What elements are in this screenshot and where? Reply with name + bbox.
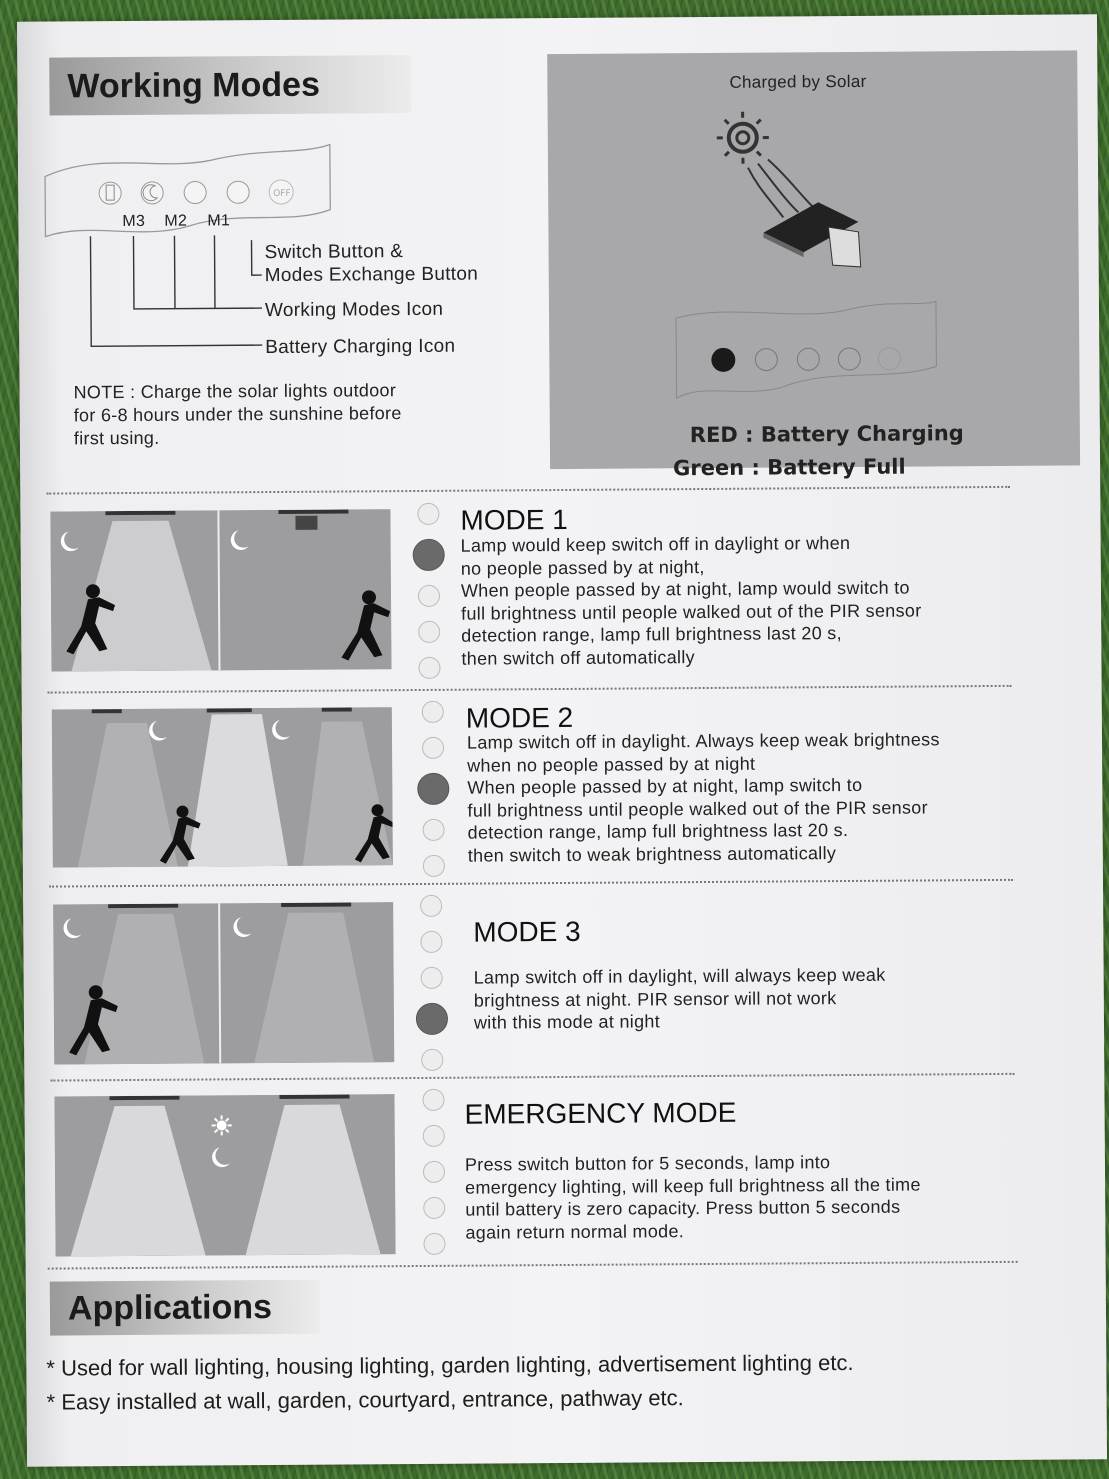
mode-icon [423,1125,445,1147]
divider [46,486,1010,495]
lamp-icon [278,509,348,513]
mode1-description [461,531,922,669]
mode2-line: full brightness until people walked out of the PIR sensor [467,796,928,821]
mode1-line: then switch off automatically [461,646,695,669]
mode2-line: when no people passed by at night [467,753,756,776]
note [73,379,401,450]
lamp-icon [279,1094,349,1098]
emergency-icon-column [422,1089,445,1269]
page-title: Working Modes [67,65,321,106]
mode1-active-icon [413,539,445,571]
application-text: Used for wall lighting, housing lighting, garden lighting, advertisement lighting etc. [60,1349,854,1381]
off-icon-label: OFF [273,188,291,200]
mode2-line: then switch to weak brightness automatically [467,842,837,866]
lamp-icon [322,707,352,711]
mode2-line: Lamp switch off in daylight. Always keep weak brightness [466,729,940,753]
mode-icon [418,621,440,643]
mode-icon [420,931,442,953]
emergency-description [465,1151,921,1244]
battery-charging-indicator [711,348,735,372]
emergency-illustration [54,1094,395,1256]
emergency-title: EMERGENCY MODE [464,1096,737,1130]
battery-icon [423,855,445,877]
m1-label: M1 [207,212,231,230]
mode-m1-icon [227,181,249,203]
mode2-line: When people passed by at night, lamp switch to [467,774,863,798]
mode-icon [423,1197,445,1219]
mode-icon [422,737,444,759]
off-icon [422,701,444,723]
solar-caption: Charged by Solar [729,71,867,92]
divider [48,1261,1018,1270]
indicator-panel [671,296,942,408]
divider [49,879,1013,888]
mode-m2-icon [184,181,206,203]
off-icon [417,503,439,525]
mode2-illustration [52,707,393,867]
mode2-active-icon [417,773,449,805]
working-modes-banner [49,55,411,116]
lamp-icon [92,709,122,713]
callout-battery-icon: Battery Charging Icon [265,335,456,359]
callout-switch-line1: Switch Button & [264,241,404,264]
emergency-line: until battery is zero capacity. Press button 5 seconds [465,1196,901,1220]
battery-icon [418,657,440,679]
battery-icon [423,1233,445,1255]
application-item: * Used for wall lighting, housing lighting, garden lighting, advertisement lighting etc. [46,1349,854,1381]
note-line1: NOTE : Charge the solar lights outdoor [73,380,397,403]
mode1-line: detection range, lamp full brightness last 20 s, [461,623,842,646]
mode3-line: with this mode at night [473,1011,661,1033]
lamp-icon [105,511,175,515]
manual-page [17,14,1107,1467]
note-line2: for 6-8 hours under the sunshine before [73,403,402,426]
mode1-line: Lamp would keep switch off in daylight or when [460,532,851,556]
m2-label: M2 [164,212,188,230]
mode-icon [423,819,445,841]
mode2-description [467,728,941,866]
sun-icon [717,112,769,164]
lamp-icon [109,1096,179,1100]
divider [50,1073,1014,1082]
m3-label: M3 [122,212,146,231]
applications-title: Applications [67,1288,273,1328]
callout-switch-line2: Modes Exchange Button [264,263,479,287]
mode3-line: Lamp switch off in daylight, will always keep weak [473,964,886,988]
callout-modes-icon: Working Modes Icon [264,298,444,322]
application-item: * Easy installed at wall, garden, courtyard, entrance, pathway etc. [46,1385,684,1415]
mode1-line: no people passed by at night, [460,556,705,579]
mode2-line: detection range, lamp full brightness last 20 s. [467,820,849,843]
emergency-line: Press switch button for 5 seconds, lamp into [464,1152,831,1175]
mode3-active-icon [416,1003,448,1035]
mode3-illustration [53,902,394,1064]
moon-icon [141,182,163,204]
mode-icon [418,585,440,607]
mode2-icon-column [422,701,450,891]
mode1-line: full brightness until people walked out of the PIR sensor [461,599,922,624]
lamp-icon [207,708,252,712]
mode3-description [474,964,886,1034]
solar-panel-illustration [708,107,909,278]
solar-charging-box [547,50,1080,481]
battery-icon [99,182,121,204]
mode3-line: brightness at night. PIR sensor will not work [473,987,837,1011]
callout-lines [78,230,279,356]
emergency-line: emergency lighting, will keep full brightness all the time [465,1174,921,1198]
mode3-title: MODE 3 [473,915,581,948]
lamp-icon [281,902,351,906]
application-text: Easy installed at wall, garden, courtyard, entrance, pathway etc. [61,1385,684,1415]
emergency-line: again return normal mode. [465,1220,685,1243]
applications-list [46,1346,854,1420]
mode2-title: MODE 2 [465,701,574,734]
mode1-illustration [50,509,391,671]
mode-icon [421,967,443,989]
divider [48,685,1012,694]
battery-green-legend: Green : Battery Full [673,454,906,481]
battery-red-legend: RED : Battery Charging [689,421,964,448]
mode3-icon-column [420,895,448,1085]
mode1-icon-column [417,503,445,693]
off-icon [422,1089,444,1111]
applications-banner [50,1280,320,1336]
mode-icon [423,1161,445,1183]
mode1-line: When people passed by at night, lamp would switch to [460,577,910,601]
lamp-icon [108,904,178,908]
off-icon [420,895,442,917]
battery-icon [421,1049,443,1071]
mode1-title: MODE 1 [460,503,568,536]
note-line3: first using. [73,427,160,449]
